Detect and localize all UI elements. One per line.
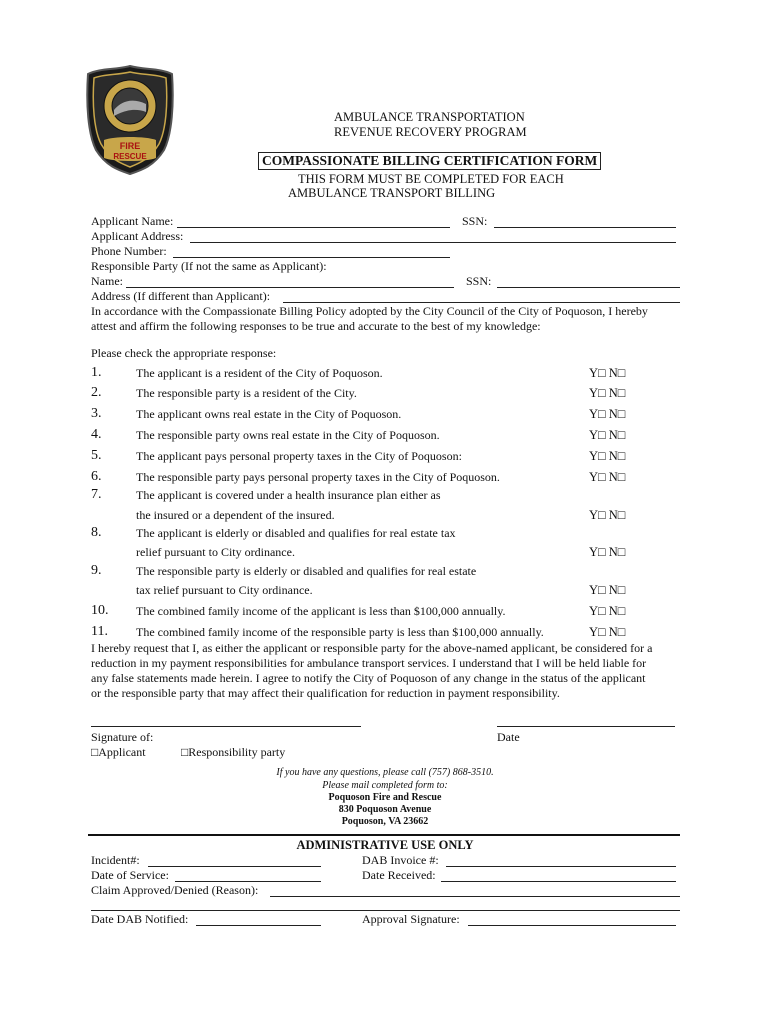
yes-no-checkbox[interactable]: Y□ N□ <box>589 407 626 421</box>
yes-no-checkbox[interactable]: Y□ N□ <box>589 470 626 484</box>
question-number: 1. <box>91 365 102 380</box>
yes-no-checkbox[interactable]: Y□ N□ <box>589 604 626 618</box>
phone-number-field[interactable] <box>173 257 450 258</box>
question-number: 2. <box>91 385 102 400</box>
claim-field[interactable] <box>270 896 680 897</box>
contact-phone-note: If you have any questions, please call (757) 868-3510. <box>276 767 494 778</box>
responsible-party-label: Responsible Party (If not the same as Applicant): <box>91 259 327 273</box>
check-instruction: Please check the appropriate response: <box>91 346 277 360</box>
fire-rescue-badge-logo <box>84 64 176 176</box>
form-title: COMPASSIONATE BILLING CERTIFICATION FORM <box>258 152 601 170</box>
dab-invoice-field[interactable] <box>446 866 676 867</box>
rp-address-label: Address (If different than Applicant): <box>91 289 271 303</box>
applicant-checkbox[interactable]: □Applicant <box>91 745 146 759</box>
responsibility-party-checkbox[interactable]: □Responsibility party <box>181 745 286 759</box>
request-text-2: reduction in my payment responsibilities for ambulance transport services. I understand that I will be held liable for <box>91 656 647 670</box>
question-number: 3. <box>91 406 102 421</box>
mail-instruction: Please mail completed form to: <box>322 780 448 791</box>
rp-name-label: Name: <box>91 274 123 288</box>
ssn-field[interactable] <box>494 227 676 228</box>
question-text: The applicant owns real estate in the City of Poquoson. <box>136 407 402 421</box>
instruction-line-2: AMBULANCE TRANSPORT BILLING <box>288 186 496 200</box>
applicant-name-label: Applicant Name: <box>91 214 174 228</box>
approval-signature-label: Approval Signature: <box>362 912 460 926</box>
yes-no-checkbox[interactable]: Y□ N□ <box>589 583 626 597</box>
date-dab-notified-label: Date DAB Notified: <box>91 912 189 926</box>
yes-no-checkbox[interactable]: Y□ N□ <box>589 386 626 400</box>
question-text-continued: relief pursuant to City ordinance. <box>136 545 295 559</box>
question-text: The responsible party pays personal property taxes in the City of Poquoson. <box>136 470 500 484</box>
yes-no-checkbox[interactable]: Y□ N□ <box>589 449 626 463</box>
intro-text-2: attest and affirm the following responses to be true and accurate to the best of my knowledge: <box>91 319 541 333</box>
applicant-address-field[interactable] <box>190 242 676 243</box>
claim-label: Claim Approved/Denied (Reason): <box>91 883 259 897</box>
incident-label: Incident#: <box>91 853 140 867</box>
question-number: 6. <box>91 469 102 484</box>
question-text-continued: tax relief pursuant to City ordinance. <box>136 583 313 597</box>
admin-divider <box>88 834 680 836</box>
yes-no-checkbox[interactable]: Y□ N□ <box>589 428 626 442</box>
yes-no-checkbox[interactable]: Y□ N□ <box>589 508 626 522</box>
rp-ssn-label: SSN: <box>466 274 492 288</box>
header-line-2: REVENUE RECOVERY PROGRAM <box>334 125 527 139</box>
request-text-4: or the responsible party that may affect their qualification for reduction in payment responsibility. <box>91 686 560 700</box>
applicant-address-label: Applicant Address: <box>91 229 184 243</box>
question-number: 11. <box>91 624 108 639</box>
header-line-1: AMBULANCE TRANSPORTATION <box>334 110 525 124</box>
org-street: 830 Poquoson Avenue <box>338 804 432 815</box>
request-text-3: any false statements made herein. I agree to notify the City of Poquoson of any change in the status of the applicant <box>91 671 646 685</box>
signature-field[interactable] <box>91 726 361 727</box>
question-text: The responsible party is elderly or disabled and qualifies for real estate <box>136 564 477 578</box>
date-label: Date <box>497 730 520 744</box>
question-text-continued: the insured or a dependent of the insured. <box>136 508 335 522</box>
ssn-label: SSN: <box>462 214 488 228</box>
yes-no-checkbox[interactable]: Y□ N□ <box>589 545 626 559</box>
date-received-label: Date Received: <box>362 868 436 882</box>
question-text: The applicant is a resident of the City of Poquoson. <box>136 366 383 380</box>
date-dab-notified-field[interactable] <box>196 925 321 926</box>
rp-ssn-field[interactable] <box>497 287 680 288</box>
date-of-service-field[interactable] <box>175 881 321 882</box>
yes-no-checkbox[interactable]: Y□ N□ <box>589 366 626 380</box>
rp-address-field[interactable] <box>283 302 680 303</box>
dab-invoice-label: DAB Invoice #: <box>362 853 439 867</box>
approval-signature-field[interactable] <box>468 925 676 926</box>
yes-no-checkbox[interactable]: Y□ N□ <box>589 625 626 639</box>
question-number: 10. <box>91 603 109 618</box>
question-text: The applicant is covered under a health insurance plan either as <box>136 488 441 502</box>
question-text: The responsible party is a resident of the City. <box>136 386 357 400</box>
question-number: 7. <box>91 487 102 502</box>
question-text: The applicant pays personal property taxes in the City of Poquoson: <box>136 449 462 463</box>
admin-title: ADMINISTRATIVE USE ONLY <box>296 838 474 852</box>
claim-field-continued[interactable] <box>91 910 680 911</box>
org-name: Poquoson Fire and Rescue <box>328 792 442 803</box>
instruction-line-1: THIS FORM MUST BE COMPLETED FOR EACH <box>298 172 564 186</box>
applicant-name-field[interactable] <box>177 227 450 228</box>
question-number: 9. <box>91 563 102 578</box>
question-text: The combined family income of the responsible party is less than $100,000 annually. <box>136 625 544 639</box>
question-text: The applicant is elderly or disabled and qualifies for real estate tax <box>136 526 456 540</box>
question-text: The responsible party owns real estate in the City of Poquoson. <box>136 428 440 442</box>
date-of-service-label: Date of Service: <box>91 868 169 882</box>
org-city: Poquoson, VA 23662 <box>341 816 429 827</box>
question-number: 8. <box>91 525 102 540</box>
question-number: 4. <box>91 427 102 442</box>
intro-text-1: In accordance with the Compassionate Billing Policy adopted by the City Council of the City of Poquoson, I hereby <box>91 304 648 318</box>
question-text: The combined family income of the applicant is less than $100,000 annually. <box>136 604 506 618</box>
rp-name-field[interactable] <box>126 287 454 288</box>
svg-text:RESCUE: RESCUE <box>113 152 147 161</box>
incident-field[interactable] <box>148 866 321 867</box>
svg-text:FIRE: FIRE <box>119 141 141 151</box>
signature-label: Signature of: <box>91 730 154 744</box>
request-text-1: I hereby request that I, as either the applicant or responsible party for the above-named applicant, be considered for a <box>91 641 653 655</box>
date-received-field[interactable] <box>441 881 676 882</box>
date-field[interactable] <box>497 726 675 727</box>
phone-number-label: Phone Number: <box>91 244 167 258</box>
question-number: 5. <box>91 448 102 463</box>
